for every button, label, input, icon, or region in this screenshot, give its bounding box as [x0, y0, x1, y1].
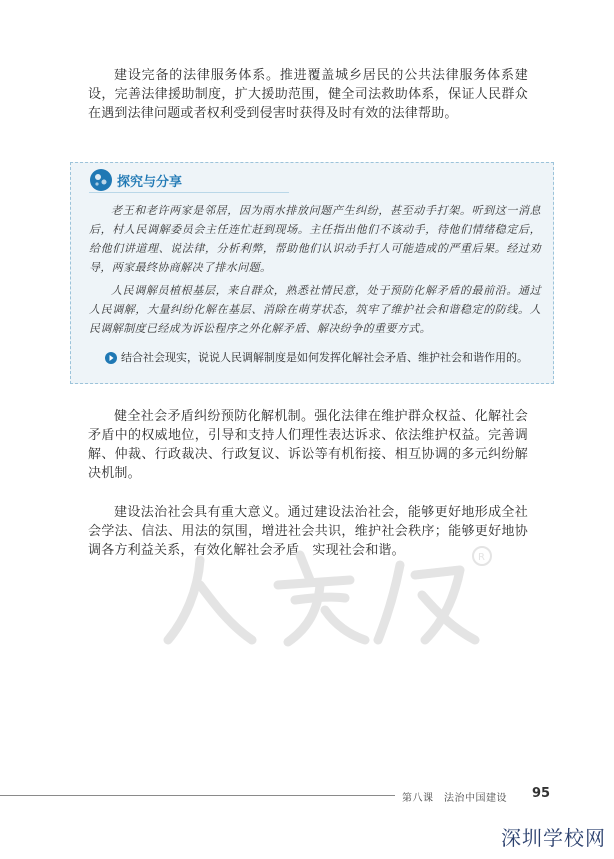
paragraph-dispute-resolution: 健全社会矛盾纠纷预防化解机制。强化法律在维护群众权益、化解社会矛盾中的权威地位，引导和支持人们理性表达诉求、依法维护权益。完善调解、仲裁、行政裁决、行政复议、诉讼等有机衔接、相互协调的多元纠纷解决机制。 — [88, 409, 528, 481]
explore-share-title: 探究与分享 — [117, 175, 183, 190]
page-footer — [0, 785, 614, 815]
discussion-question: 结合社会现实，说说人民调解制度是如何发挥化解社会矛盾、维护社会和谐作用的。 — [121, 351, 528, 364]
footer-rule — [0, 795, 395, 796]
paragraph-rule-of-law-society: 建设法治社会具有重大意义。通过建设法治社会，能够更好地形成全社会学法、信法、用法的氛围，增进社会共识，维护社会秩序；能够更好地协调各方利益关系，有效化解社会矛盾，实现社会和谐。 — [88, 505, 528, 558]
footer-chapter-label: 第八课 法治中国建设 — [402, 793, 507, 804]
page-number: 95 — [532, 786, 551, 801]
explore-globe-icon — [89, 168, 113, 192]
case-paragraph-mediators: 人民调解员植根基层，来自群众，熟悉社情民意，处于预防化解矛盾的最前沿。通过人民调解，大量纠纷化解在基层、消除在萌芽状态，筑牢了维护社会和谐稳定的防线。人民调解制度已经成为诉讼程序之外化解矛盾、解决纷争的重要方式。 — [89, 284, 541, 335]
site-watermark-text: 深圳学校网 — [501, 826, 606, 850]
question-arrow-icon — [105, 352, 117, 364]
explore-share-box — [70, 162, 554, 384]
svg-text:R: R — [478, 552, 485, 563]
explore-share-header — [89, 168, 289, 193]
paragraph-legal-service: 建设完备的法律服务体系。推进覆盖城乡居民的公共法律服务体系建设，完善法律援助制度，扩大援助范围，健全司法救助体系，保证人民群众在遇到法律问题或者权利受到侵害时获得及时有效的法律帮助。 — [88, 68, 528, 121]
publisher-watermark-logo — [160, 540, 500, 650]
case-paragraph-neighbors: 老王和老许两家是邻居，因为雨水排放问题产生纠纷，甚至动手打架。听到这一消息后，村人民调解委员会主任连忙赶到现场。主任指出他们不该动手，待他们情绪稳定后，给他们讲道理、说法律，分析利弊，帮助他们认识动手打人可能造成的严重后果。经过劝导，两家最终协商解决了排水问题。 — [89, 204, 541, 274]
